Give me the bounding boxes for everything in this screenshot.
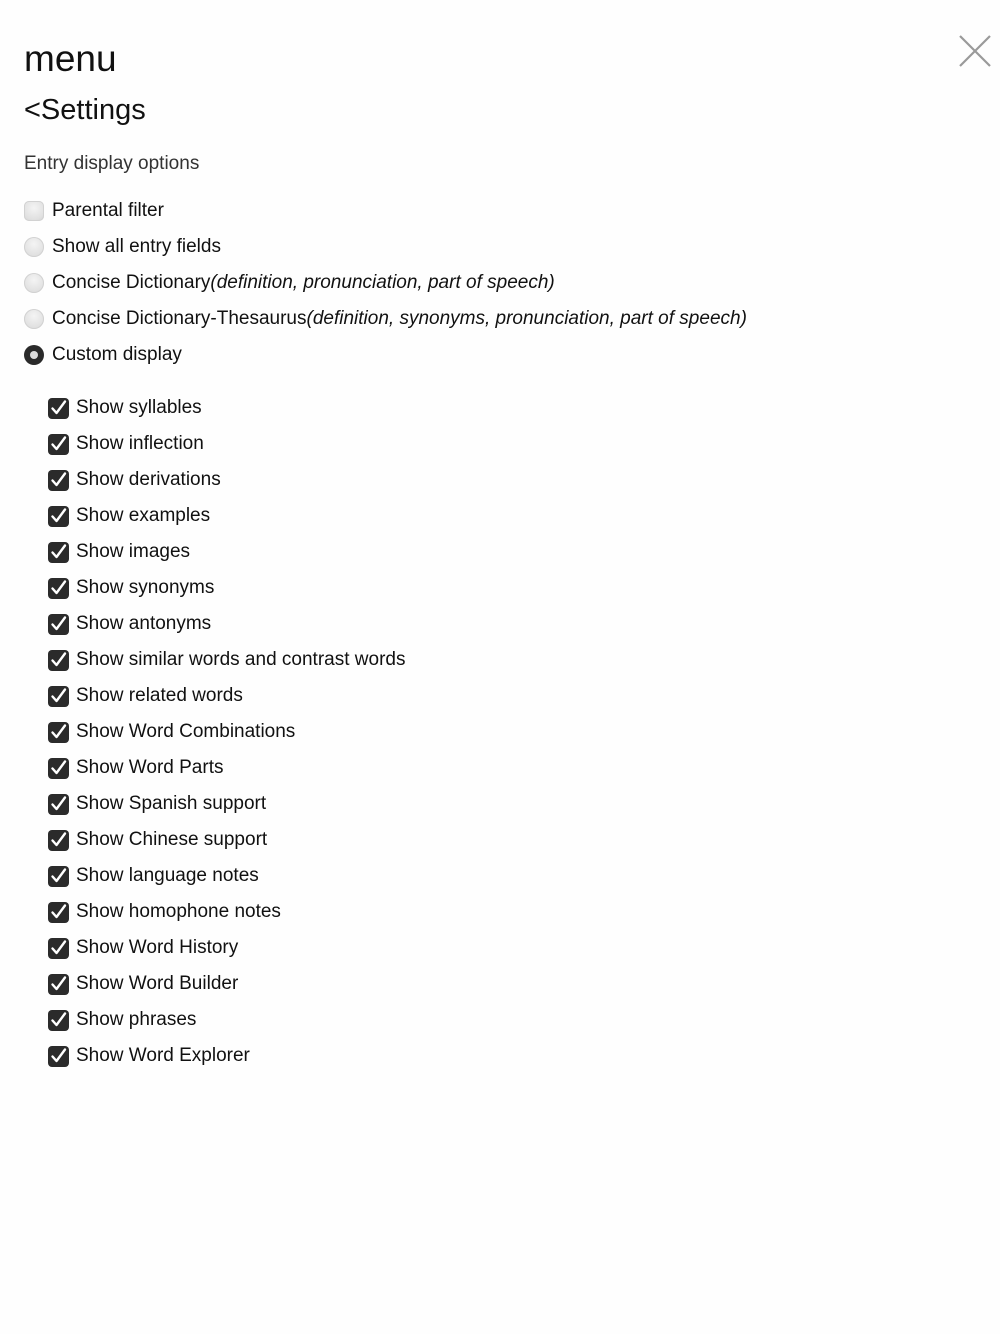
checkbox-row[interactable] xyxy=(48,750,405,786)
checkmark-icon xyxy=(49,470,68,490)
custom-display-options xyxy=(48,390,405,1074)
checkbox[interactable] xyxy=(48,1046,69,1067)
checkbox[interactable] xyxy=(48,506,69,527)
checkbox[interactable] xyxy=(48,722,69,743)
checkbox[interactable] xyxy=(48,542,69,563)
radio-label xyxy=(52,271,555,295)
radio-label: Custom display xyxy=(52,344,182,365)
checkbox[interactable] xyxy=(48,794,69,815)
checkmark-icon xyxy=(49,938,68,958)
checkbox-label: Show Word Explorer xyxy=(76,1045,250,1066)
radio-label-main: Concise Dictionary xyxy=(52,272,211,293)
checkbox[interactable] xyxy=(48,1010,69,1031)
checkbox-label: Show phrases xyxy=(76,1009,197,1030)
checkmark-icon xyxy=(49,866,68,886)
checkbox-row[interactable] xyxy=(48,534,405,570)
checkbox-row[interactable] xyxy=(48,426,405,462)
checkmark-icon xyxy=(49,758,68,778)
checkbox[interactable] xyxy=(48,650,69,671)
checkbox-label: Show synonyms xyxy=(76,577,215,598)
radio-button[interactable] xyxy=(24,237,44,257)
checkbox[interactable] xyxy=(48,686,69,707)
checkbox[interactable] xyxy=(48,866,69,887)
radio-label-detail: (definition, pronunciation, part of speech) xyxy=(210,272,555,293)
checkbox-row[interactable] xyxy=(48,570,405,606)
radio-show-all-entry-fields[interactable] xyxy=(24,234,221,260)
checkbox-label: Show similar words and contrast words xyxy=(76,649,406,670)
checkbox-label: Show inflection xyxy=(76,433,204,454)
radio-label: Parental filter xyxy=(52,200,164,221)
checkbox-row[interactable] xyxy=(48,498,405,534)
checkbox-row[interactable] xyxy=(48,822,405,858)
checkbox[interactable] xyxy=(48,434,69,455)
checkmark-icon xyxy=(49,542,68,562)
checkbox-row[interactable] xyxy=(48,786,405,822)
checkbox[interactable] xyxy=(48,614,69,635)
checkbox-label: Show Word History xyxy=(76,937,239,958)
checkmark-icon xyxy=(49,902,68,922)
checkmark-icon xyxy=(49,398,68,418)
radio-button[interactable] xyxy=(24,309,44,329)
radio-concise-dictionary[interactable] xyxy=(24,270,555,296)
checkmark-icon xyxy=(49,794,68,814)
checkbox-label: Show Word Builder xyxy=(76,973,239,994)
radio-button[interactable] xyxy=(24,273,44,293)
checkmark-icon xyxy=(49,506,68,526)
checkbox-label: Show Word Combinations xyxy=(76,721,296,742)
checkmark-icon xyxy=(49,434,68,454)
checkmark-icon xyxy=(49,614,68,634)
checkbox-row[interactable] xyxy=(48,462,405,498)
checkbox-row[interactable] xyxy=(48,678,405,714)
checkmark-icon xyxy=(49,1046,68,1066)
checkbox[interactable] xyxy=(48,398,69,419)
radio-label-detail: (definition, synonyms, pronunciation, part of speech) xyxy=(306,308,747,329)
checkbox-label: Show Spanish support xyxy=(76,793,267,814)
checkbox-row[interactable] xyxy=(48,858,405,894)
checkbox-label: Show antonyms xyxy=(76,613,212,634)
radio-label-main: Concise Dictionary-Thesaurus xyxy=(52,308,307,329)
checkbox-row[interactable] xyxy=(48,642,405,678)
checkbox[interactable] xyxy=(48,470,69,491)
checkbox-row[interactable] xyxy=(48,390,405,426)
menu-title: menu xyxy=(24,38,117,79)
checkbox-label: Show images xyxy=(76,541,191,562)
checkbox[interactable] xyxy=(48,830,69,851)
checkbox-row[interactable] xyxy=(48,930,405,966)
checkmark-icon xyxy=(49,1010,68,1030)
checkbox-label: Show Chinese support xyxy=(76,829,268,850)
checkbox-row[interactable] xyxy=(48,606,405,642)
back-to-settings-link[interactable]: <Settings xyxy=(24,94,146,126)
checkmark-icon xyxy=(49,650,68,670)
checkbox[interactable] xyxy=(48,902,69,923)
checkbox-label: Show derivations xyxy=(76,469,221,490)
checkbox-label: Show language notes xyxy=(76,865,259,886)
checkbox-label: Show related words xyxy=(76,685,243,706)
checkmark-icon xyxy=(49,686,68,706)
checkbox[interactable] xyxy=(48,758,69,779)
checkbox-row[interactable] xyxy=(48,1002,405,1038)
close-button[interactable] xyxy=(958,34,992,68)
section-title: Entry display options xyxy=(24,153,200,174)
checkmark-icon xyxy=(49,578,68,598)
checkbox[interactable] xyxy=(48,938,69,959)
radio-concise-dictionary-thesaurus[interactable] xyxy=(24,306,747,332)
radio-label: Show all entry fields xyxy=(52,236,221,257)
checkbox-label: Show syllables xyxy=(76,397,202,418)
radio-button-selected[interactable] xyxy=(24,345,44,365)
checkbox[interactable] xyxy=(48,974,69,995)
checkbox-row[interactable] xyxy=(48,966,405,1002)
checkbox[interactable] xyxy=(48,578,69,599)
checkbox-row[interactable] xyxy=(48,1038,405,1074)
checkmark-icon xyxy=(49,974,68,994)
checkmark-icon xyxy=(49,722,68,742)
radio-parental-filter[interactable] xyxy=(24,198,164,224)
close-icon xyxy=(958,34,992,68)
checkbox-row[interactable] xyxy=(48,894,405,930)
checkbox-label: Show Word Parts xyxy=(76,757,224,778)
checkmark-icon xyxy=(49,830,68,850)
radio-button[interactable] xyxy=(24,201,44,221)
checkbox-label: Show homophone notes xyxy=(76,901,281,922)
checkbox-row[interactable] xyxy=(48,714,405,750)
checkbox-label: Show examples xyxy=(76,505,211,526)
radio-label xyxy=(52,307,747,331)
radio-custom-display[interactable] xyxy=(24,342,182,368)
